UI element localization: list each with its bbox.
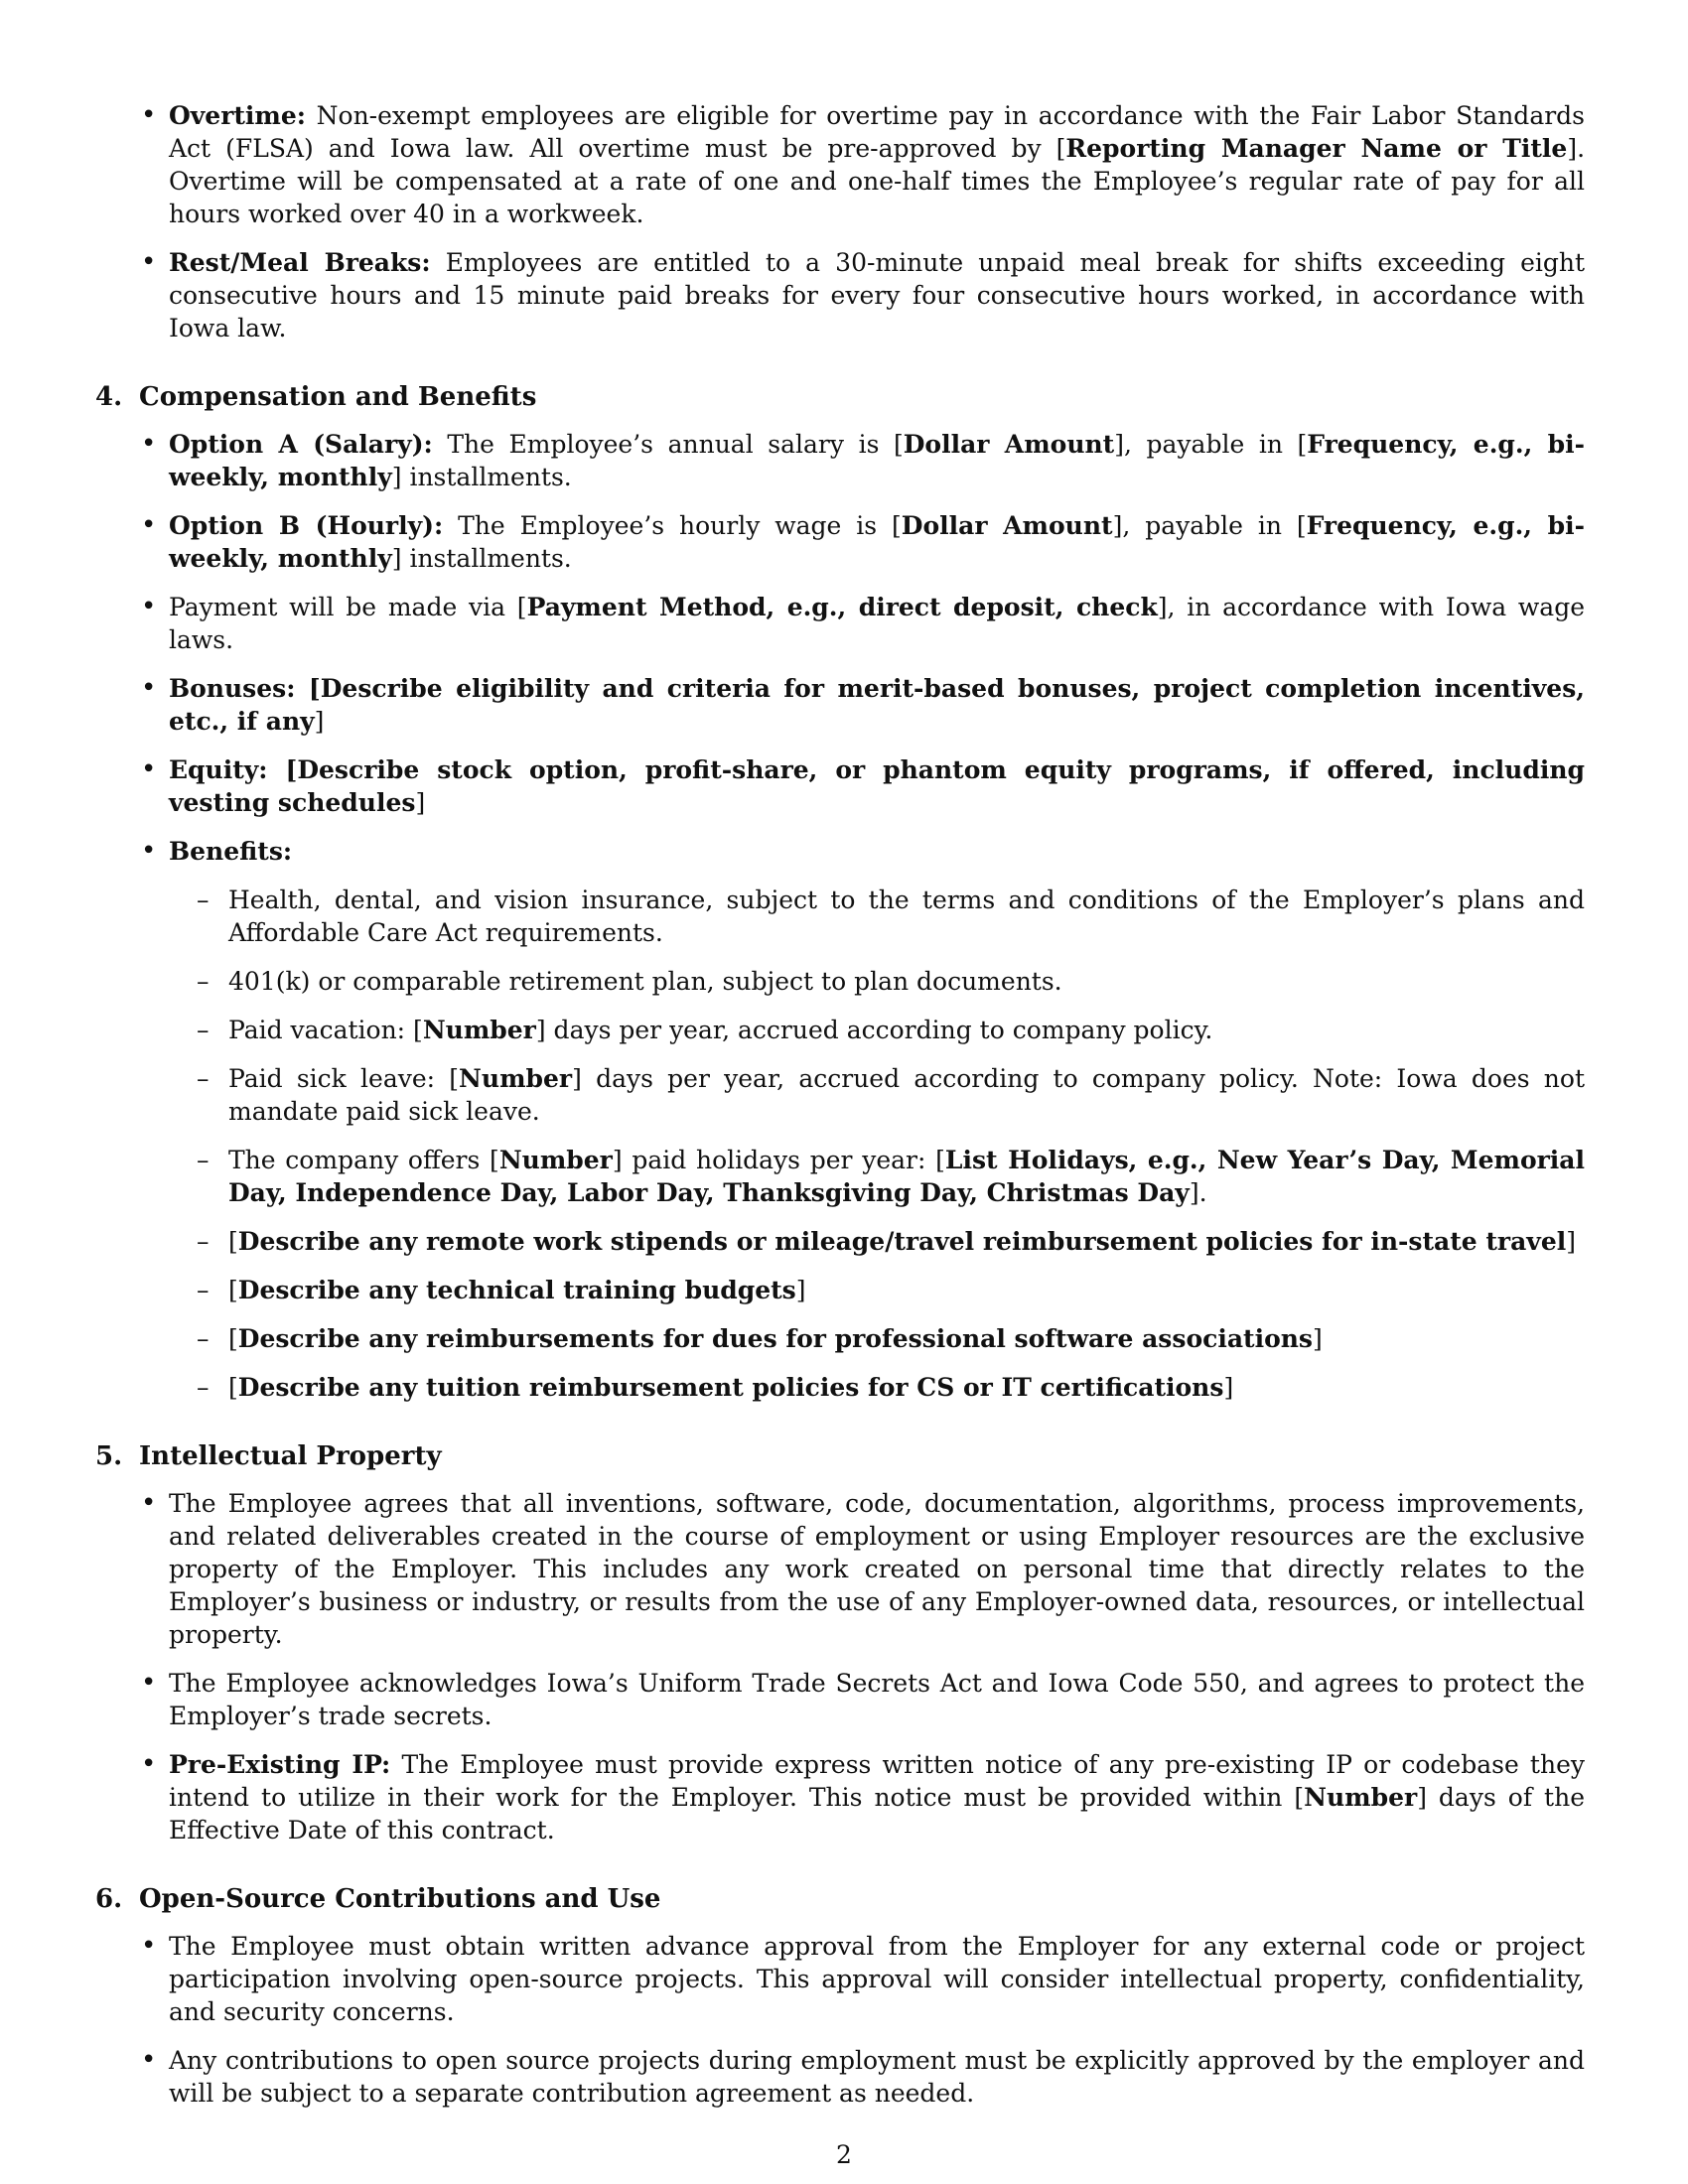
- benefit-vacation: [228, 1014, 1585, 1046]
- bonuses-item: [169, 672, 1585, 738]
- text: Payment will be made via [: [169, 593, 527, 621]
- open-source-contribution-item: • Any contributions to open source projects during employment must be explicitly approved by the employer and will be subject to a separate contribution agreement as needed.: [169, 2044, 1585, 2110]
- section-number: 6.: [95, 1884, 123, 1914]
- benefits-label: Benefits:: [169, 837, 293, 866]
- section-6-heading: [95, 1884, 1585, 1914]
- option-a-item: [169, 428, 1585, 493]
- open-source-approval-item: • The Employee must obtain written advance approval from the Employer for any external code or project participation involving open-source projects. This approval will consider intellectual property, confidentiality, and security concerns.: [169, 1930, 1585, 2028]
- section-title: Intellectual Property: [139, 1441, 442, 1471]
- text: ], payable in [: [1112, 511, 1307, 540]
- text: ] days per year, accrued according to company policy. Note: Iowa does not mandate paid sick leave.: [228, 1064, 1585, 1126]
- placeholder: Number: [459, 1064, 573, 1093]
- option-b-label: Option B (Hourly):: [169, 511, 444, 540]
- section-5-heading: [95, 1441, 1585, 1471]
- payment-item: [169, 591, 1585, 656]
- text: The Employee’s annual salary is [: [447, 430, 904, 459]
- text: The Employee must provide express written notice of any pre-existing IP or codebase they intend to utilize in their work for the Employer. This notice must be provided within [: [169, 1750, 1585, 1812]
- text: ] days per year, accrued according to company policy.: [535, 1016, 1213, 1044]
- page-number: 2: [836, 2140, 852, 2169]
- overtime-item: [169, 99, 1585, 230]
- benefit-dues: – [Describe any reimbursements for dues for professional software associations]: [228, 1322, 1585, 1355]
- breaks-label: Rest/Meal Breaks:: [169, 248, 431, 277]
- hours-list: [95, 99, 1585, 344]
- bracket: [: [285, 755, 298, 784]
- placeholder: Describe eligibility and criteria for merit-based bonuses, project completion incentives, etc., if any: [169, 674, 1585, 736]
- overtime-placeholder: Reporting Manager Name or Title: [1065, 134, 1568, 163]
- text: ] paid holidays per year: [: [612, 1146, 945, 1174]
- section-title: Compensation and Benefits: [139, 382, 537, 412]
- equity-item: [169, 753, 1585, 819]
- benefit-training: – [Describe any technical training budgets]: [228, 1274, 1585, 1306]
- equity-label: Equity:: [169, 755, 268, 784]
- overtime-label: Overtime:: [169, 101, 307, 130]
- pre-existing-ip-item: [169, 1748, 1585, 1846]
- ip-ownership-item: • The Employee agrees that all inventions, software, code, documentation, algorithms, process improvements, and related deliverables created in the course of employment or using Employer resources are the exclusive property of the Employer. This includes any work created on personal time that directly relates to the Employer’s business or industry, or results from the use of any Employer-owned data, resources, or intellectual property.: [169, 1487, 1585, 1651]
- text: ] installments.: [391, 544, 572, 573]
- section-4-heading: [95, 382, 1585, 412]
- benefits-item: [169, 835, 1585, 1404]
- section-title: Open-Source Contributions and Use: [139, 1884, 661, 1914]
- section-number: 4.: [95, 382, 123, 412]
- placeholder: Number: [498, 1146, 613, 1174]
- bracket: ]: [314, 707, 325, 736]
- benefit-tuition: – [Describe any tuition reimbursement policies for CS or IT certifications]: [228, 1371, 1585, 1404]
- placeholder: Number: [422, 1016, 536, 1044]
- text: ], in accordance with Iowa wage laws.: [169, 593, 1585, 654]
- compensation-list: [95, 428, 1585, 1404]
- section-number: 5.: [95, 1441, 123, 1471]
- benefit-sick-leave: [228, 1062, 1585, 1128]
- placeholder: Frequency, e.g., bi-weekly, monthly: [169, 430, 1585, 491]
- text: ] days of the Effective Date of this contract.: [169, 1783, 1585, 1844]
- bracket: ]: [415, 788, 426, 817]
- option-a-label: Option A (Salary):: [169, 430, 433, 459]
- placeholder: Describe any tuition reimbursement policies for CS or IT certifications: [237, 1373, 1224, 1402]
- placeholder: Describe stock option, profit-share, or phantom equity programs, if offered, including vesting schedules: [169, 755, 1585, 817]
- text: ].: [1189, 1178, 1207, 1207]
- ip-list: [95, 1487, 1585, 1846]
- overtime-text: Non-exempt employees are eligible for overtime pay in accordance with the Fair Labor Standards Act (FLSA) and Iowa law. All overtime must be pre-approved by [: [169, 101, 1586, 163]
- benefit-retirement: – 401(k) or comparable retirement plan, subject to plan documents.: [228, 965, 1585, 998]
- document-body: [95, 99, 1585, 2125]
- placeholder: Number: [1304, 1783, 1418, 1812]
- bracket: [: [308, 674, 321, 703]
- text: Paid vacation: [: [228, 1016, 423, 1044]
- placeholder: Dollar Amount: [901, 511, 1113, 540]
- placeholder: Frequency, e.g., bi-weekly, monthly: [169, 511, 1586, 573]
- placeholder: Describe any remote work stipends or mileage/travel reimbursement policies for in-state travel: [237, 1227, 1567, 1256]
- trade-secrets-item: • The Employee acknowledges Iowa’s Uniform Trade Secrets Act and Iowa Code 550, and agrees to protect the Employer’s trade secrets.: [169, 1667, 1585, 1732]
- text: ], payable in [: [1114, 430, 1308, 459]
- placeholder: Describe any reimbursements for dues for professional software associations: [237, 1324, 1314, 1353]
- text: The Employee’s hourly wage is [: [458, 511, 902, 540]
- placeholder: Dollar Amount: [903, 430, 1115, 459]
- pre-existing-label: Pre-Existing IP:: [169, 1750, 391, 1779]
- text: The company offers [: [228, 1146, 499, 1174]
- placeholder: List Holidays, e.g., New Year’s Day, Memorial Day, Independence Day, Labor Day, Thanksgiving Day, Christmas Day: [228, 1146, 1585, 1207]
- overtime-text-2: ]. Overtime will be compensated at a rate of one and one-half times the Employee’s regular rate of pay for all hours worked over 40 in a workweek.: [169, 134, 1586, 228]
- option-b-item: [169, 509, 1585, 575]
- benefits-sublist: [169, 884, 1585, 1404]
- breaks-text: Employees are entitled to a 30-minute unpaid meal break for shifts exceeding eight consecutive hours and 15 minute paid breaks for every four consecutive hours worked, in accordance with Iowa law.: [169, 248, 1586, 342]
- benefit-health: – Health, dental, and vision insurance, subject to the terms and conditions of the Employer’s plans and Affordable Care Act requirements.: [228, 884, 1585, 949]
- breaks-item: [169, 246, 1585, 344]
- benefit-remote: – [Describe any remote work stipends or mileage/travel reimbursement policies for in-state travel]: [228, 1225, 1585, 1258]
- open-source-list: [95, 1930, 1585, 2110]
- text: ] installments.: [391, 463, 572, 491]
- placeholder: Describe any technical training budgets: [237, 1276, 796, 1304]
- benefit-holidays: [228, 1144, 1585, 1209]
- text: Paid sick leave: [: [228, 1064, 460, 1093]
- placeholder: Payment Method, e.g., direct deposit, check: [526, 593, 1158, 621]
- bonuses-label: Bonuses:: [169, 674, 296, 703]
